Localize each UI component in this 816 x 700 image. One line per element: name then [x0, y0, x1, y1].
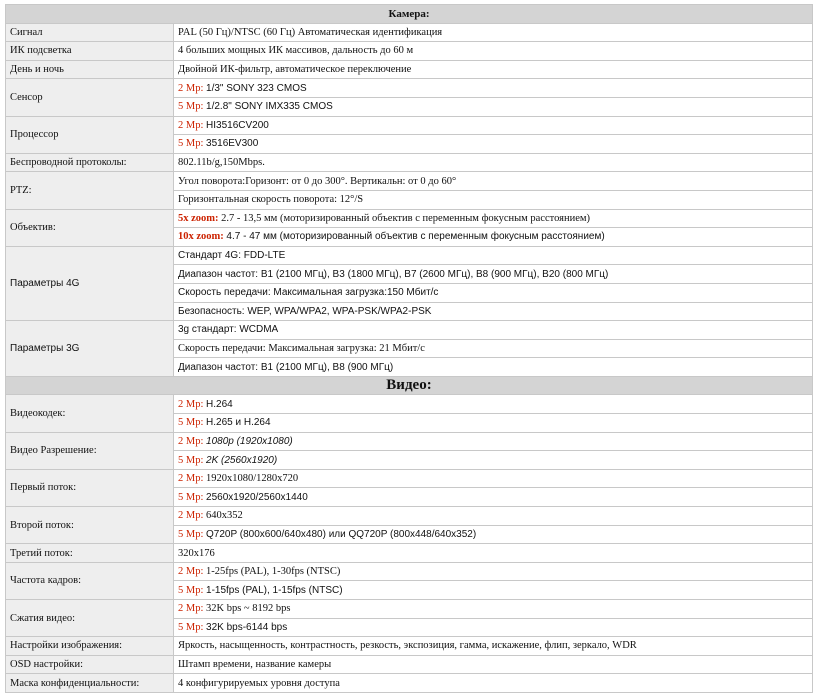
- first-5mp-prefix: 5 Мр:: [178, 491, 204, 503]
- codec-5mp-prefix: 5 Мр:: [178, 417, 204, 429]
- g4-label: Параметры 4G: [6, 246, 174, 320]
- table-row: [6, 600, 813, 619]
- first-2mp-prefix: 2 Мр:: [178, 473, 204, 485]
- privacy-mask-value: 4 конфигурируемых уровня доступа: [174, 674, 813, 693]
- lens-10x-cell: [174, 228, 813, 247]
- ptz-rotation: Угол поворота:Горизонт: от 0 до 300°. Вертикальн: от 0 до 60°: [174, 172, 813, 191]
- ir-value: 4 больших мощных ИК массивов, дальность до 60 м: [174, 42, 813, 61]
- table-row: [6, 42, 813, 61]
- second-5mp-prefix: 5 Мр:: [178, 528, 204, 540]
- codec-2mp-prefix: 2 Мр:: [178, 398, 204, 410]
- comp-2mp-value: 32K bps ~ 8192 bps: [206, 603, 291, 615]
- comp-5mp-prefix: 5 Мр:: [178, 621, 204, 633]
- first-2mp-value: 1920x1080/1280x720: [206, 473, 299, 485]
- second-5mp-value: Q720P (800x600/640x480) или QQ720P (800x448/640x352): [206, 528, 477, 540]
- fps-2mp-cell: [174, 562, 813, 581]
- res-label: Видео Разрешение:: [6, 432, 174, 469]
- table-row: [6, 562, 813, 581]
- second-2mp-cell: [174, 507, 813, 526]
- privacy-mask-label: Маска конфиденциальности:: [6, 674, 174, 693]
- cpu-5mp-prefix: 5 Мр:: [178, 138, 204, 150]
- first-stream-label: Первый поток:: [6, 469, 174, 506]
- cpu-2mp-prefix: 2 Мр:: [178, 119, 204, 131]
- table-row: [6, 637, 813, 656]
- codec-5mp-value: H.265 и H.264: [206, 417, 271, 429]
- image-settings-label: Настройки изображения:: [6, 637, 174, 656]
- table-row: [6, 79, 813, 98]
- sensor-5mp-value: 1/2.8" SONY IMX335 CMOS: [206, 101, 333, 113]
- ir-label: ИК подсветка: [6, 42, 174, 61]
- fps-label: Частота кадров:: [6, 562, 174, 599]
- video-section-header: [6, 376, 813, 395]
- fps-5mp-prefix: 5 Мр:: [178, 584, 204, 596]
- osd-value: Штамп времени, название камеры: [174, 655, 813, 674]
- fps-5mp-cell: [174, 581, 813, 600]
- g3-standard: 3g стандарт: WCDMA: [174, 321, 813, 340]
- table-row: [6, 321, 813, 340]
- first-5mp-value: 2560x1920/2560x1440: [206, 491, 308, 503]
- ptz-label: PTZ:: [6, 172, 174, 209]
- table-row: [6, 655, 813, 674]
- table-row: [6, 23, 813, 42]
- table-row: [6, 507, 813, 526]
- second-2mp-value: 640x352: [206, 510, 243, 522]
- codec-label: Видеокодек:: [6, 395, 174, 432]
- second-5mp-cell: [174, 525, 813, 544]
- table-row: [6, 116, 813, 135]
- video-title: Видео:: [6, 376, 813, 395]
- res-2mp-cell: [174, 432, 813, 451]
- second-2mp-prefix: 2 Мр:: [178, 510, 204, 522]
- signal-value: PAL (50 Гц)/NTSC (60 Гц) Автоматическая идентификация: [174, 23, 813, 42]
- res-5mp-prefix: 5 Мр:: [178, 454, 204, 466]
- osd-label: OSD настройки:: [6, 655, 174, 674]
- lens-label: Объектив:: [6, 209, 174, 246]
- res-5mp-cell: [174, 451, 813, 470]
- table-row: [6, 172, 813, 191]
- table-row: [6, 60, 813, 79]
- camera-section-header: [6, 5, 813, 24]
- res-2mp-prefix: 2 Мр:: [178, 435, 204, 447]
- camera-title: Камера:: [6, 5, 813, 24]
- ptz-speed: Горизонтальная скорость поворота: 12°/S: [174, 190, 813, 209]
- lens-5x-value: 2.7 - 13,5 мм (моторизированный объектив с переменным фокусным расстоянием): [221, 212, 591, 224]
- fps-2mp-prefix: 2 Мр:: [178, 566, 204, 578]
- comp-5mp-cell: [174, 618, 813, 637]
- third-stream-label: Третий поток:: [6, 544, 174, 563]
- codec-2mp-cell: [174, 395, 813, 414]
- sensor-2mp-cell: [174, 79, 813, 98]
- first-5mp-cell: [174, 488, 813, 507]
- lens-5x-cell: [174, 209, 813, 228]
- daynight-label: День и ночь: [6, 60, 174, 79]
- comp-2mp-prefix: 2 Мр:: [178, 603, 204, 615]
- wireless-label: Беспроводной протоколы:: [6, 153, 174, 172]
- spec-sheet: [5, 4, 813, 693]
- codec-5mp-cell: [174, 414, 813, 433]
- fps-2mp-value: 1-25fps (PAL), 1-30fps (NTSC): [206, 566, 341, 578]
- res-2mp-value: 1080p (1920x1080): [206, 435, 293, 447]
- table-row: [6, 432, 813, 451]
- table-row: [6, 153, 813, 172]
- fps-5mp-value: 1-15fps (PAL), 1-15fps (NTSC): [206, 584, 343, 596]
- g4-standard: Стандарт 4G: FDD-LTE: [174, 246, 813, 265]
- spec-table: [5, 4, 813, 693]
- signal-label: Сигнал: [6, 23, 174, 42]
- g3-label: Параметры 3G: [6, 321, 174, 377]
- table-row: [6, 544, 813, 563]
- sensor-5mp-prefix: 5 Мр:: [178, 101, 204, 113]
- g4-bands: Диапазон частот: B1 (2100 МГц), B3 (1800 МГц), B7 (2600 МГц), B8 (900 МГц), B20 (800 МГц): [174, 265, 813, 284]
- table-row: [6, 395, 813, 414]
- res-5mp-value: 2K (2560x1920): [206, 454, 278, 466]
- sensor-2mp-prefix: 2 Мр:: [178, 82, 204, 94]
- cpu-5mp-value: 3516EV300: [206, 138, 259, 150]
- third-stream-value: 320x176: [174, 544, 813, 563]
- comp-2mp-cell: [174, 600, 813, 619]
- daynight-value: Двойной ИК-фильтр, автоматическое переключение: [174, 60, 813, 79]
- codec-2mp-value: H.264: [206, 398, 233, 410]
- second-stream-label: Второй поток:: [6, 507, 174, 544]
- table-row: [6, 469, 813, 488]
- table-row: [6, 674, 813, 693]
- lens-10x-value: 4.7 - 47 мм (моторизированный объектив с переменным фокусным расстоянием): [226, 231, 605, 243]
- table-row: [6, 209, 813, 228]
- sensor-label: Сенсор: [6, 79, 174, 116]
- wireless-value: 802.11b/g,150Mbps.: [174, 153, 813, 172]
- sensor-2mp-value: 1/3" SONY 323 CMOS: [206, 82, 307, 94]
- cpu-5mp-cell: [174, 135, 813, 154]
- comp-5mp-value: 32K bps-6144 bps: [206, 621, 288, 633]
- cpu-label: Процессор: [6, 116, 174, 153]
- sensor-5mp-cell: [174, 97, 813, 116]
- g3-bands: Диапазон частот: B1 (2100 МГц), B8 (900 МГц): [174, 358, 813, 377]
- cpu-2mp-value: HI3516CV200: [206, 119, 269, 131]
- g3-speed: Скорость передачи: Максимальная загрузка: 21 Мбит/с: [174, 339, 813, 358]
- table-row: [6, 246, 813, 265]
- compression-label: Сжатия видео:: [6, 600, 174, 637]
- image-settings-value: Яркость, насыщенность, контрастность, резкость, экспозиция, гамма, искажение, флип, зеркало, WDR: [174, 637, 813, 656]
- g4-security: Безопасность: WEP, WPA/WPA2, WPA-PSK/WPA2-PSK: [174, 302, 813, 321]
- first-2mp-cell: [174, 469, 813, 488]
- lens-10x-prefix: 10x zoom:: [178, 231, 224, 243]
- lens-5x-prefix: 5x zoom:: [178, 212, 219, 224]
- cpu-2mp-cell: [174, 116, 813, 135]
- g4-speed: Скорость передачи: Максимальная загрузка:150 Мбит/с: [174, 283, 813, 302]
